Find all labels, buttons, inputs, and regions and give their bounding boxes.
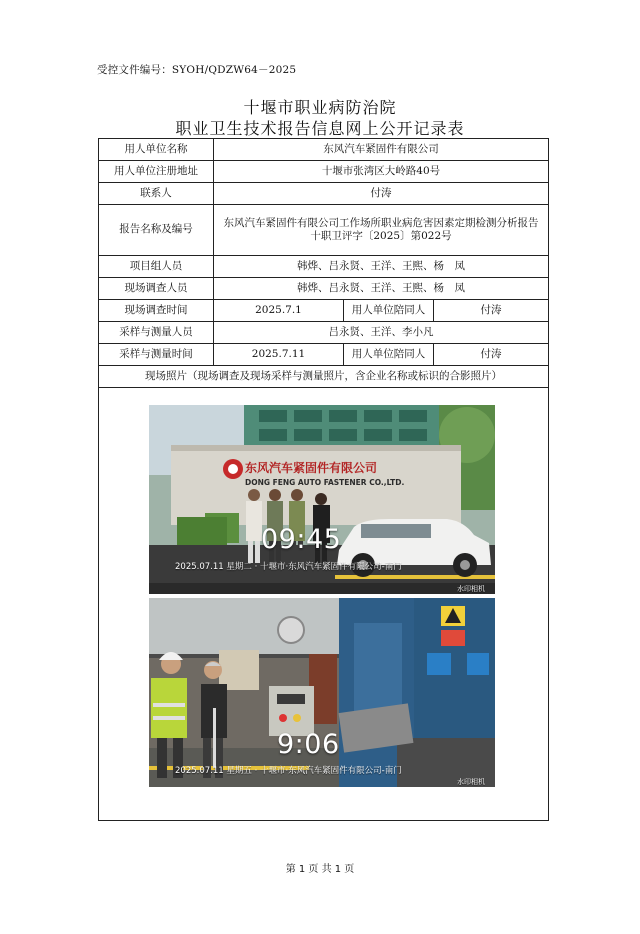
survey-staff-value: 韩烨、吕永贤、王洋、王熙、杨 凤	[214, 278, 549, 300]
address-label: 用人单位注册地址	[99, 161, 214, 183]
employer-label: 用人单位名称	[99, 139, 214, 161]
survey-staff-label: 现场调查人员	[99, 278, 214, 300]
photo-caption: 现场照片（现场调查及现场采样与测量照片，含企业名称或标识的合影照片）	[99, 366, 549, 388]
sampling-staff-label: 采样与测量人员	[99, 322, 214, 344]
row-sampling-time	[99, 344, 549, 366]
record-table	[98, 138, 549, 821]
row-survey-staff	[99, 278, 549, 300]
row-address	[99, 161, 549, 183]
site-photo-workshop	[149, 598, 495, 787]
camera-watermark: 水印相机	[457, 778, 485, 786]
photo-location-stamp: 2025.07.11 星期五 · 十堰市·东风汽车紧固件有限公司-南门	[175, 766, 402, 776]
contact-label: 联系人	[99, 183, 214, 205]
page-number: 第 1 页 共 1 页	[285, 864, 355, 875]
document-id: 受控文件编号：SYOH/QDZW64－2025	[97, 64, 297, 76]
employer-value: 东风汽车紧固件有限公司	[214, 139, 549, 161]
row-sampling-staff	[99, 322, 549, 344]
gate-sign-cn: 东风汽车紧固件有限公司	[245, 461, 378, 475]
sampling-time-label: 采样与测量时间	[99, 344, 214, 366]
photos-cell	[99, 388, 549, 821]
sampling-staff-value: 吕永贤、王洋、李小凡	[214, 322, 549, 344]
report-value	[214, 205, 549, 256]
survey-time-label: 现场调查时间	[99, 300, 214, 322]
team-label: 项目组人员	[99, 256, 214, 278]
report-label: 报告名称及编号	[99, 205, 214, 256]
row-survey-time	[99, 300, 549, 322]
companion-label-1: 用人单位陪同人	[344, 300, 434, 322]
contact-value: 付涛	[214, 183, 549, 205]
gate-sign-en: DONG FENG AUTO FASTENER CO.,LTD.	[245, 478, 405, 487]
document-title-form: 职业卫生技术报告信息网上公开记录表	[175, 119, 465, 138]
row-employer	[99, 139, 549, 161]
report-name: 东风汽车紧固件有限公司工作场所职业病危害因素定期检测分析报告	[223, 216, 539, 229]
row-photos	[99, 388, 549, 821]
companion-value-2: 付涛	[434, 344, 549, 366]
photo-time: 9:06	[277, 729, 340, 760]
team-value: 韩烨、吕永贤、王洋、王熙、杨 凤	[214, 256, 549, 278]
survey-time-value: 2025.7.1	[214, 300, 344, 322]
companion-value-1: 付涛	[434, 300, 549, 322]
camera-watermark: 水印相机	[457, 585, 485, 593]
photo-stack	[149, 405, 495, 787]
photo-location-stamp: 2025.07.11 星期二 · 十堰市·东风汽车紧固件有限公司-南门	[175, 562, 402, 572]
row-photo-caption	[99, 366, 549, 388]
row-report	[99, 205, 549, 256]
address-value: 十堰市张湾区大岭路40号	[214, 161, 549, 183]
report-number: 十职卫评字〔2025〕第022号	[310, 230, 452, 242]
sampling-time-value: 2025.7.11	[214, 344, 344, 366]
document-title-org: 十堰市职业病防治院	[243, 98, 397, 117]
row-contact	[99, 183, 549, 205]
companion-label-2: 用人单位陪同人	[344, 344, 434, 366]
photo-time: 09:45	[261, 524, 342, 555]
row-team	[99, 256, 549, 278]
site-photo-gate	[149, 405, 495, 594]
